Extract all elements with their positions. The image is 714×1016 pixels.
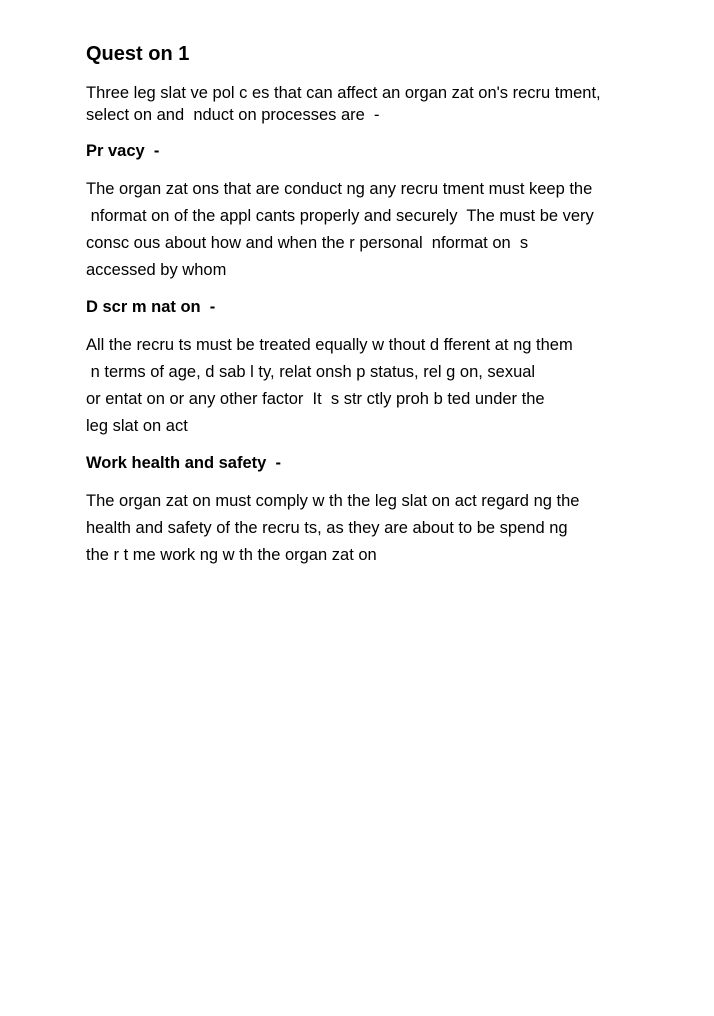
section-body-discrimination: All the recru ts must be treated equally w thout d fferent at ng them n terms of age, d sab l ty, relat onsh p status, rel g on, sexual or entat on or any other factor It s str ctly proh b ted under the leg slat on act <box>86 336 573 435</box>
section-heading-work-health-safety: Work health and safety - <box>86 454 281 472</box>
section-body-privacy: The organ zat ons that are conduct ng any recru tment must keep the nformat on of the appl cants properly and securely The must be very consc ous about how and when the r personal nformat on s accessed by whom <box>86 180 594 279</box>
section-body-work-health-safety: The organ zat on must comply w th the leg slat on act regard ng the health and safety of the recru ts, as they are about to be spend ng the r t me work ng w th the organ zat on <box>86 492 580 564</box>
document-page <box>86 40 686 581</box>
question-title: Quest on 1 <box>86 43 190 65</box>
intro-paragraph: Three leg slat ve pol c es that can affect an organ zat on's recru tment, select on and nduct on processes are - <box>86 84 601 124</box>
section-heading-privacy: Pr vacy - <box>86 142 160 160</box>
section-heading-discrimination: D scr m nat on - <box>86 298 216 316</box>
